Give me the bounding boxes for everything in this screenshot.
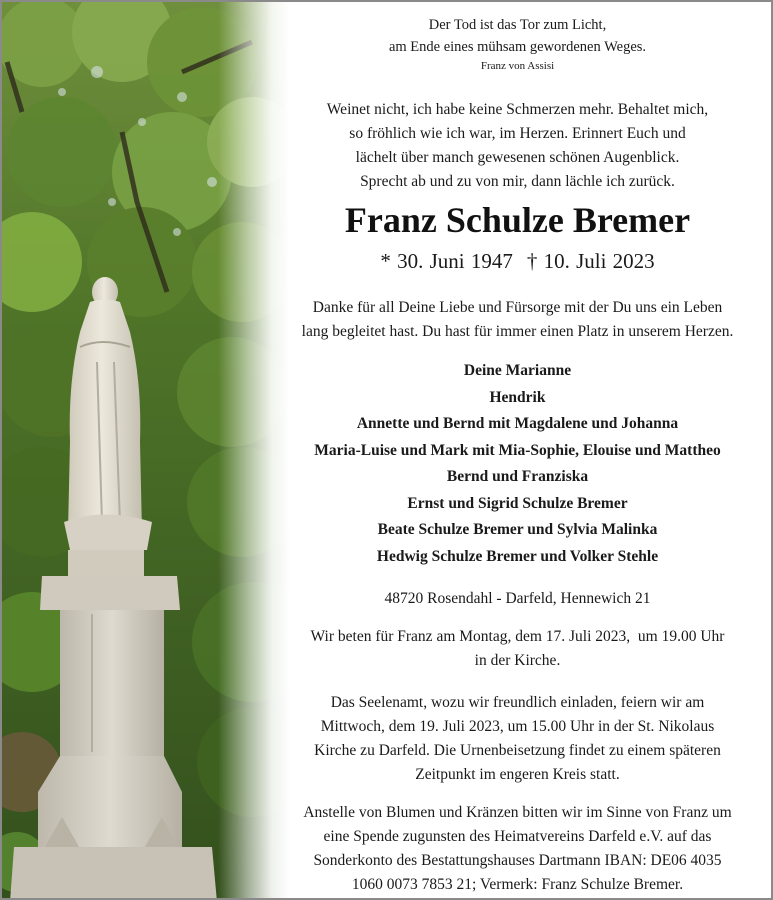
poem-line: Sprecht ab und zu von mir, dann lächle ich zurück. (360, 173, 675, 190)
quote-line: am Ende eines mühsam gewordenen Weges. (388, 39, 647, 55)
donation-line: Anstelle von Blumen und Kränzen bitten wir im Sinne von Franz um (303, 804, 732, 821)
family-member: Annette und Bernd mit Magdalene und Johanna (356, 415, 679, 432)
quote (264, 14, 771, 75)
donation-line: 1060 0073 7853 21; Vermerk: Franz Schulze Bremer. (351, 876, 684, 893)
family-member: Hedwig Schulze Bremer und Volker Stehle (376, 547, 659, 565)
prayer-line: Wir beten für Franz am Montag, dem 17. Juli 2023, um 19.00 Uhr (310, 628, 725, 645)
quote-line: Der Tod ist das Tor zum Licht, (428, 17, 607, 33)
poem-line: Weinet nicht, ich habe keine Schmerzen mehr. Behaltet mich, (326, 101, 709, 118)
family-member: Bernd und Franziska (446, 468, 589, 485)
family-list (264, 358, 771, 570)
thanks-line: lang begleitet hast. Du hast für immer einen Platz in unserem Herzen. (301, 323, 734, 340)
statue-photo-illustration (2, 2, 302, 900)
birth-date: * 30. Juni 1947 (380, 249, 513, 273)
memorial-photo (2, 2, 302, 900)
life-dates (264, 247, 771, 275)
death-date: † 10. Juli 2023 (526, 249, 655, 273)
thanks-text (264, 296, 771, 344)
requiem-line: Zeitpunkt im engeren Kreis statt. (415, 766, 620, 783)
requiem-line: Mittwoch, dem 19. Juli 2023, um 15.00 Uhr in der St. Nikolaus (320, 718, 715, 735)
donation-line: eine Spende zugunsten des Heimatvereins Darfeld e.V. auf das (323, 828, 712, 845)
poem-line: lächelt über manch gewesenen schönen Augenblick. (355, 149, 680, 166)
quote-author: Franz von Assisi (480, 60, 555, 72)
prayer-notice (264, 625, 771, 673)
thanks-line: Danke für all Deine Liebe und Fürsorge mit der Du uns ein Leben (312, 299, 723, 316)
prayer-line: in der Kirche. (474, 652, 561, 669)
poem (264, 98, 771, 194)
family-member: Hendrik (489, 388, 546, 406)
family-member: Deine Marianne (463, 362, 572, 379)
family-member: Ernst und Sigrid Schulze Bremer (407, 494, 628, 512)
requiem-line: Das Seelenamt, wozu wir freundlich einladen, feiern wir am (330, 694, 705, 711)
requiem-notice (264, 691, 771, 787)
family-member: Maria-Luise und Mark mit Mia-Sophie, Elouise und Mattheo (314, 441, 721, 459)
family-member: Beate Schulze Bremer und Sylvia Malinka (377, 521, 658, 538)
deceased-name: Franz Schulze Bremer (344, 200, 691, 240)
donation-line: Sonderkonto des Bestattungshauses Dartmann IBAN: DE06 4035 (313, 852, 722, 869)
address: 48720 Rosendahl - Darfeld, Hennewich 21 (384, 590, 651, 607)
requiem-line: Kirche zu Darfeld. Die Urnenbeisetzung findet zu einem späteren (314, 742, 721, 759)
poem-line: so fröhlich wie ich war, im Herzen. Erinnert Euch und (349, 125, 686, 142)
donation-notice (264, 801, 771, 897)
